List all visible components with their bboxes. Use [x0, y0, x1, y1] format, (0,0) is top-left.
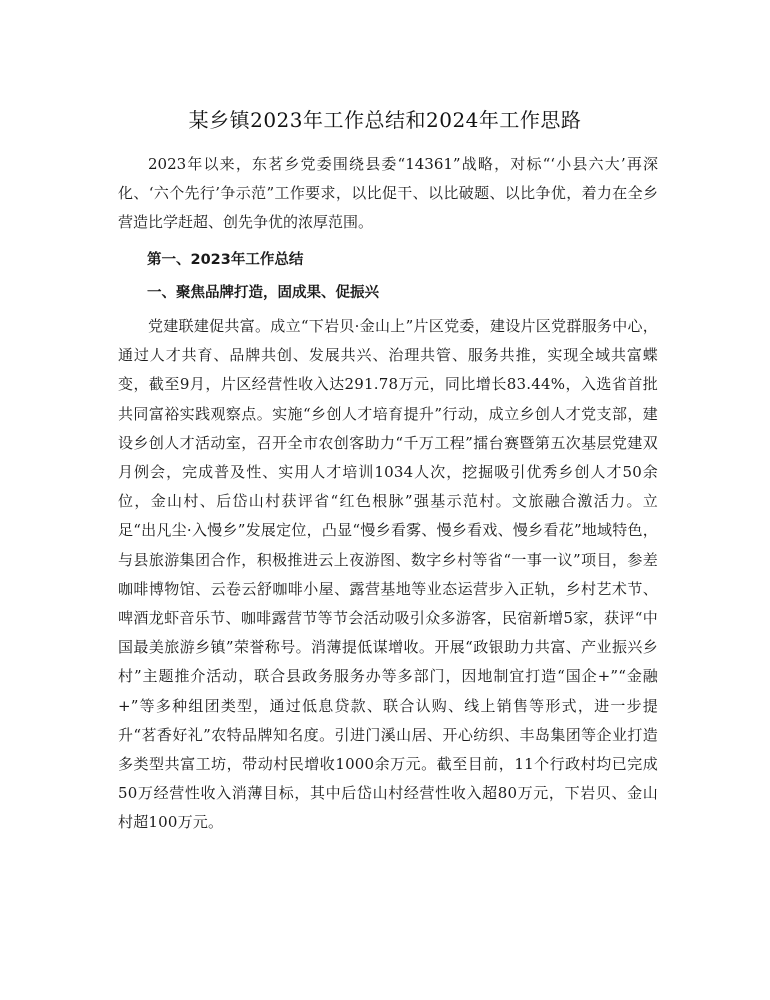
document-title: 某乡镇2023年工作总结和2024年工作思路	[188, 108, 582, 132]
section-heading: 第一、2023年工作总结	[147, 251, 304, 268]
intro-paragraph: 2023年以来，东茗乡党委围绕县委“14361”战略，对标“‘小县六大’再深化、‘六个先行’争示范”工作要求，以比促干、以比破题、以比争优，着力在全乡营造比学赶超、创先争优的浓厚范围。	[118, 155, 658, 232]
document-body	[118, 150, 658, 838]
body-paragraph: 党建联建促共富。成立“下岩贝·金山上”片区党委，建设片区党群服务中心，通过人才共育、品牌共创、发展共兴、治理共管、服务共推，实现全域共富蝶变，截至9月，片区经营性收入达291.78万元，同比增长83.44%，入选省首批共同富裕实践观察点。实施“乡创人才培育提升”行动，成立乡创人才党支部，建设乡创人才活动室，召开全市农创客助力“千万工程”擂台赛暨第五次基层党建双月例会，完成普及性、实用人才培训1034人次，挖掘吸引优秀乡创人才50余位，金山村、后岱山村获评省“红色根脉”强基示范村。文旅融合激活力。立足“出凡尘·入慢乡”发展定位，凸显“慢乡看雾、慢乡看戏、慢乡看花”地域特色，与县旅游集团合作，积极推进云上夜游图、数字乡村等省“一事一议”项目，参差咖啡博物馆、云卷云舒咖啡小屋、露营基地等业态运营步入正轨，乡村艺术节、啤酒龙虾音乐节、咖啡露营节等节会活动吸引众多游客，民宿新增5家，获评“中国最美旅游乡镇”荣誉称号。消薄提低谋增收。开展“政银助力共富、产业振兴乡村”主题推介活动，联合县政务服务办等多部门，因地制宜打造“国企+”“金融+”等多种组团类型，通过低息贷款、联合认购、线上销售等形式，进一步提升“茗香好礼”农特品牌知名度。引进门溪山居、开心纺织、丰岛集团等企业打造多类型共富工坊，带动村民增收1000余万元。截至目前，11个行政村均已完成50万经营性收入消薄目标，其中后岱山村经营性收入超80万元，下岩贝、金山村超100万元。	[118, 317, 658, 832]
subsection-heading: 一、聚焦品牌打造，固成果、促振兴	[147, 284, 379, 301]
